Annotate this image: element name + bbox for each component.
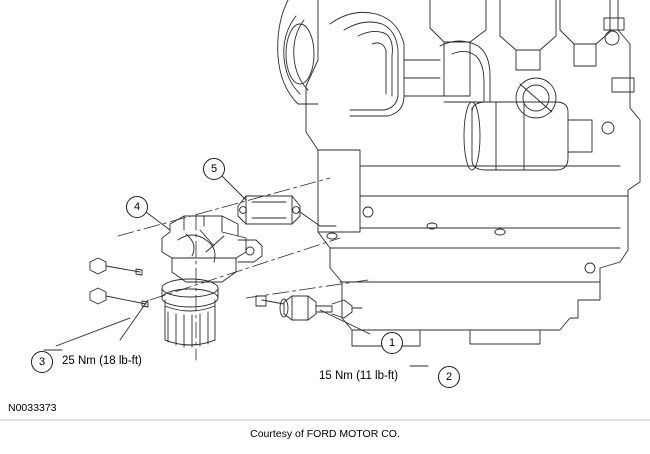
intake-manifold [330,12,490,116]
figure-id-label: N0033373 [8,402,57,414]
round-sensor-boss [516,78,556,118]
callout-4: 4 [126,196,148,218]
callout-5: 5 [203,158,225,180]
courtesy-text: Courtesy of FORD MOTOR CO. [250,428,400,440]
oil-filter-adapter-housing [162,216,246,282]
oil-pressure-sensor [280,296,362,320]
torque-spec-adapter: 25 Nm (18 lb-ft) [62,355,142,367]
adapter-bolts [90,258,148,307]
torque-spec-sensor: 15 Nm (11 lb-ft) [319,370,399,382]
starter-motor [464,102,592,170]
adapter-mount-tab [238,240,262,262]
valve-cover [430,0,610,96]
sensor-harness-connector [256,296,284,306]
engine-block-outline [306,0,640,346]
callout-1: 1 [381,332,403,354]
oil-filter-canister [162,279,218,347]
oil-filter-adapter-bracket [238,196,336,226]
callout-3: 3 [31,351,53,373]
drive-belt-pulley [278,0,318,104]
block-bolt-holes [327,223,505,239]
callout-2: 2 [438,366,460,388]
